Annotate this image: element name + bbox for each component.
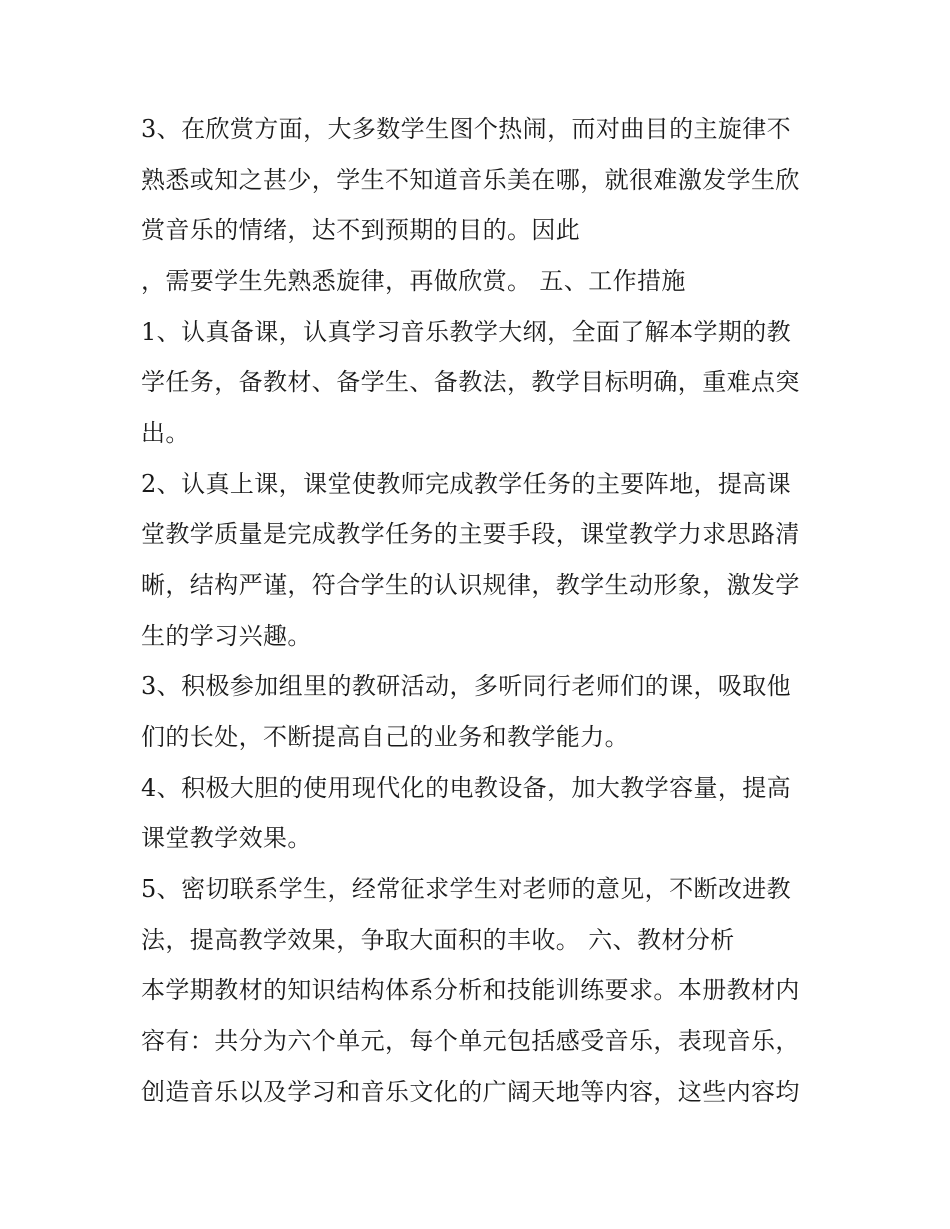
text-line: 容有：共分为六个单元，每个单元包括感受音乐，表现音乐， [141,1027,800,1055]
text-line: 课堂教学效果。 [141,824,312,852]
text-line: 5、密切联系学生，经常征求学生对老师的意见，不断改进教 [141,875,792,903]
text-line: 2、认真上课，课堂使教师完成教学任务的主要阵地，提高课 [141,470,792,498]
text-line: 法，提高教学效果，争取大面积的丰收。 六、教材分析 [141,926,735,954]
text-line: 创造音乐以及学习和音乐文化的广阔天地等内容，这些内容均 [141,1078,800,1106]
text-line: 4、积极大胆的使用现代化的电教设备，加大教学容量，提高 [141,774,792,802]
text-line: 堂教学质量是完成教学任务的主要手段，课堂教学力求思路清 [141,520,800,548]
text-line: 熟悉或知之甚少，学生不知道音乐美在哪，就很难激发学生欣 [141,166,800,194]
text-line: 生的学习兴趣。 [141,622,312,650]
text-line: 赏音乐的情绪，达不到预期的目的。因此 [141,216,581,244]
text-line: 1、认真备课，认真学习音乐教学大纲，全面了解本学期的教 [141,318,792,346]
text-line: 本学期教材的知识结构体系分析和技能训练要求。本册教材内 [141,976,800,1004]
text-line: 3、积极参加组里的教研活动，多听同行老师们的课，吸取他 [141,672,792,700]
text-line: 们的长处，不断提高自己的业务和教学能力。 [141,723,629,751]
text-line: 晰，结构严谨，符合学生的认识规律，教学生动形象，激发学 [141,571,800,599]
text-line: ，需要学生先熟悉旋律，再做欣赏。 五、工作措施 [141,267,686,295]
text-line: 出。 [141,419,190,447]
text-line: 学任务，备教材、备学生、备教法，教学目标明确，重难点突 [141,368,800,396]
text-line: 3、在欣赏方面，大多数学生图个热闹，而对曲目的主旋律不 [141,115,792,143]
